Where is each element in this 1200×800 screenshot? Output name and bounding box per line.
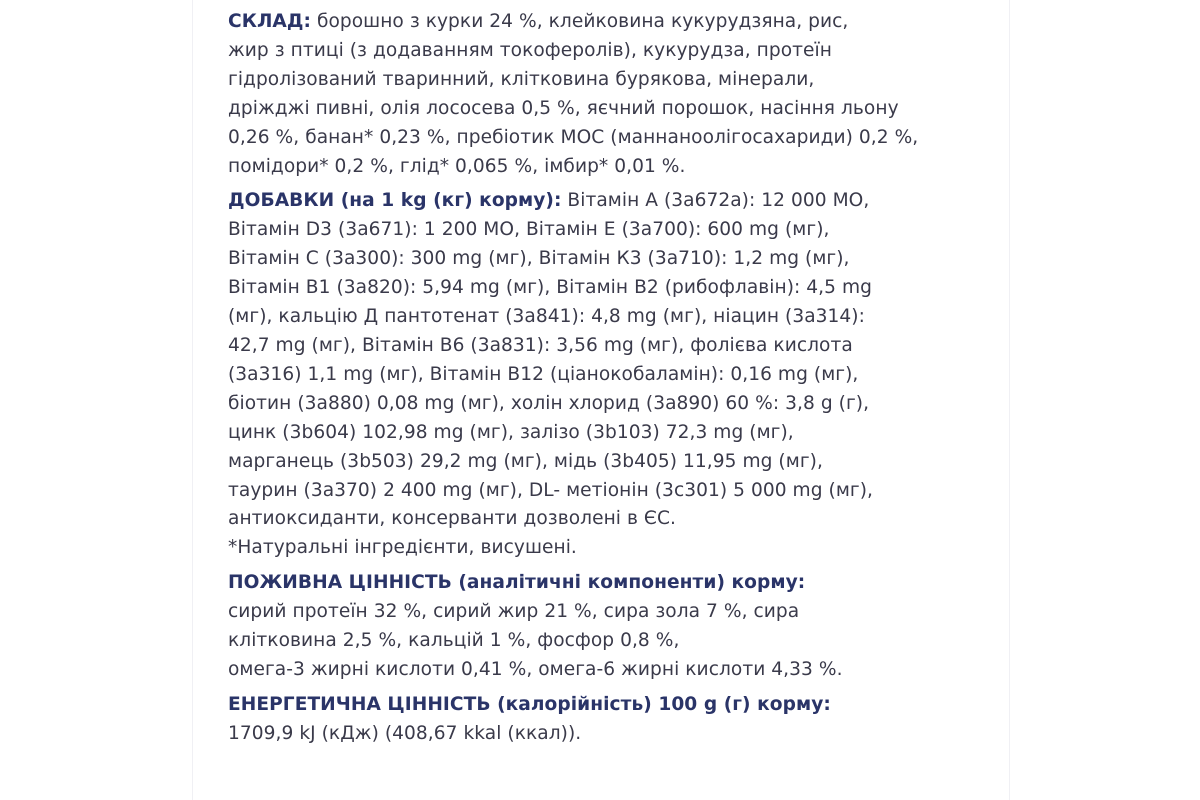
composition-line-3: гідролізований тваринний, клітковина бурякова, мінерали,: [228, 68, 815, 90]
additives-text: Вітамін А (3а672а): 12 000 МО,: [561, 190, 870, 212]
additives-heading: ДОБАВКИ (на 1 kg (кг) корму):: [228, 190, 562, 212]
additives-line-6: 42,7 mg (мг), Вітамін В6 (3а831): 3,56 mg (мг), фолієва кислота: [228, 334, 853, 356]
composition-line-2: жир з птиці (з додаванням токоферолів), кукурудза, протеїн: [228, 39, 832, 61]
energy-line-1: 1709,9 kJ (кДж) (408,67 kkal (ккал)).: [228, 722, 582, 744]
additives-section: [228, 187, 988, 563]
nutrition-section: [228, 569, 988, 685]
additives-line-10: марганець (3b503) 29,2 mg (мг), мідь (3b405) 11,95 mg (мг),: [228, 450, 823, 472]
additives-line-4: Вітамін В1 (3а820): 5,94 mg (мг), Вітамін В2 (рибофлавін): 4,5 mg: [228, 277, 872, 299]
label-text: [228, 8, 988, 749]
composition-line-6: помідори* 0,2 %, глід* 0,065 %, імбир* 0,01 %.: [228, 155, 686, 177]
additives-line-3: Вітамін С (3а300): 300 mg (мг), Вітамін К3 (3а710): 1,2 mg (мг),: [228, 248, 850, 270]
additives-line-12: антиоксиданти, консерванти дозволені в ЄС.: [228, 508, 676, 530]
additives-line-1: [228, 187, 988, 216]
additives-line-11: таурин (3а370) 2 400 mg (мг), DL- метіонін (3с301) 5 000 mg (мг),: [228, 479, 873, 501]
energy-heading: ЕНЕРГЕТИЧНА ЦІННІСТЬ (калорійність) 100 g (г) корму:: [228, 693, 831, 715]
energy-section: [228, 691, 988, 749]
nutrition-heading: ПОЖИВНА ЦІННІСТЬ (аналітичні компоненти) корму:: [228, 572, 806, 594]
composition-section: [228, 8, 988, 181]
composition-line-5: 0,26 %, банан* 0,23 %, пребіотик МОС (маннаноолігосахариди) 0,2 %,: [228, 126, 919, 148]
nutrition-line-1: сирий протеїн 32 %, сирий жир 21 %, сира зола 7 %, сира: [228, 601, 800, 623]
additives-line-7: (3а316) 1,1 mg (мг), Вітамін В12 (ціанокобаламін): 0,16 mg (мг),: [228, 363, 859, 385]
additives-line-5: (мг), кальцію Д пантотенат (3а841): 4,8 mg (мг), ніацин (3а314):: [228, 306, 865, 328]
nutrition-line-3: омега-3 жирні кислоти 0,41 %, омега-6 жирні кислоти 4,33 %.: [228, 658, 843, 680]
natural-ingredients-note: *Натуральні інгредієнти, висушені.: [228, 537, 577, 559]
nutrition-line-2: клітковина 2,5 %, кальцій 1 %, фосфор 0,8 %,: [228, 630, 680, 652]
composition-heading: СКЛАД:: [228, 11, 311, 32]
additives-line-8: біотин (3а880) 0,08 mg (мг), холін хлорид (3а890) 60 %: 3,8 g (г),: [228, 392, 870, 414]
additives-line-2: Вітамін D3 (3а671): 1 200 МО, Вітамін Е (3а700): 600 mg (мг),: [228, 219, 830, 241]
composition-line-4: дріжджі пивні, олія лососева 0,5 %, яєчний порошок, насіння льону: [228, 97, 899, 119]
additives-line-9: цинк (3b604) 102,98 mg (мг), залізо (3b103) 72,3 mg (мг),: [228, 421, 794, 443]
composition-text: борошно з курки 24 %, клейковина кукурудзяна, рис,: [310, 11, 849, 32]
composition-line-1: [228, 8, 988, 37]
